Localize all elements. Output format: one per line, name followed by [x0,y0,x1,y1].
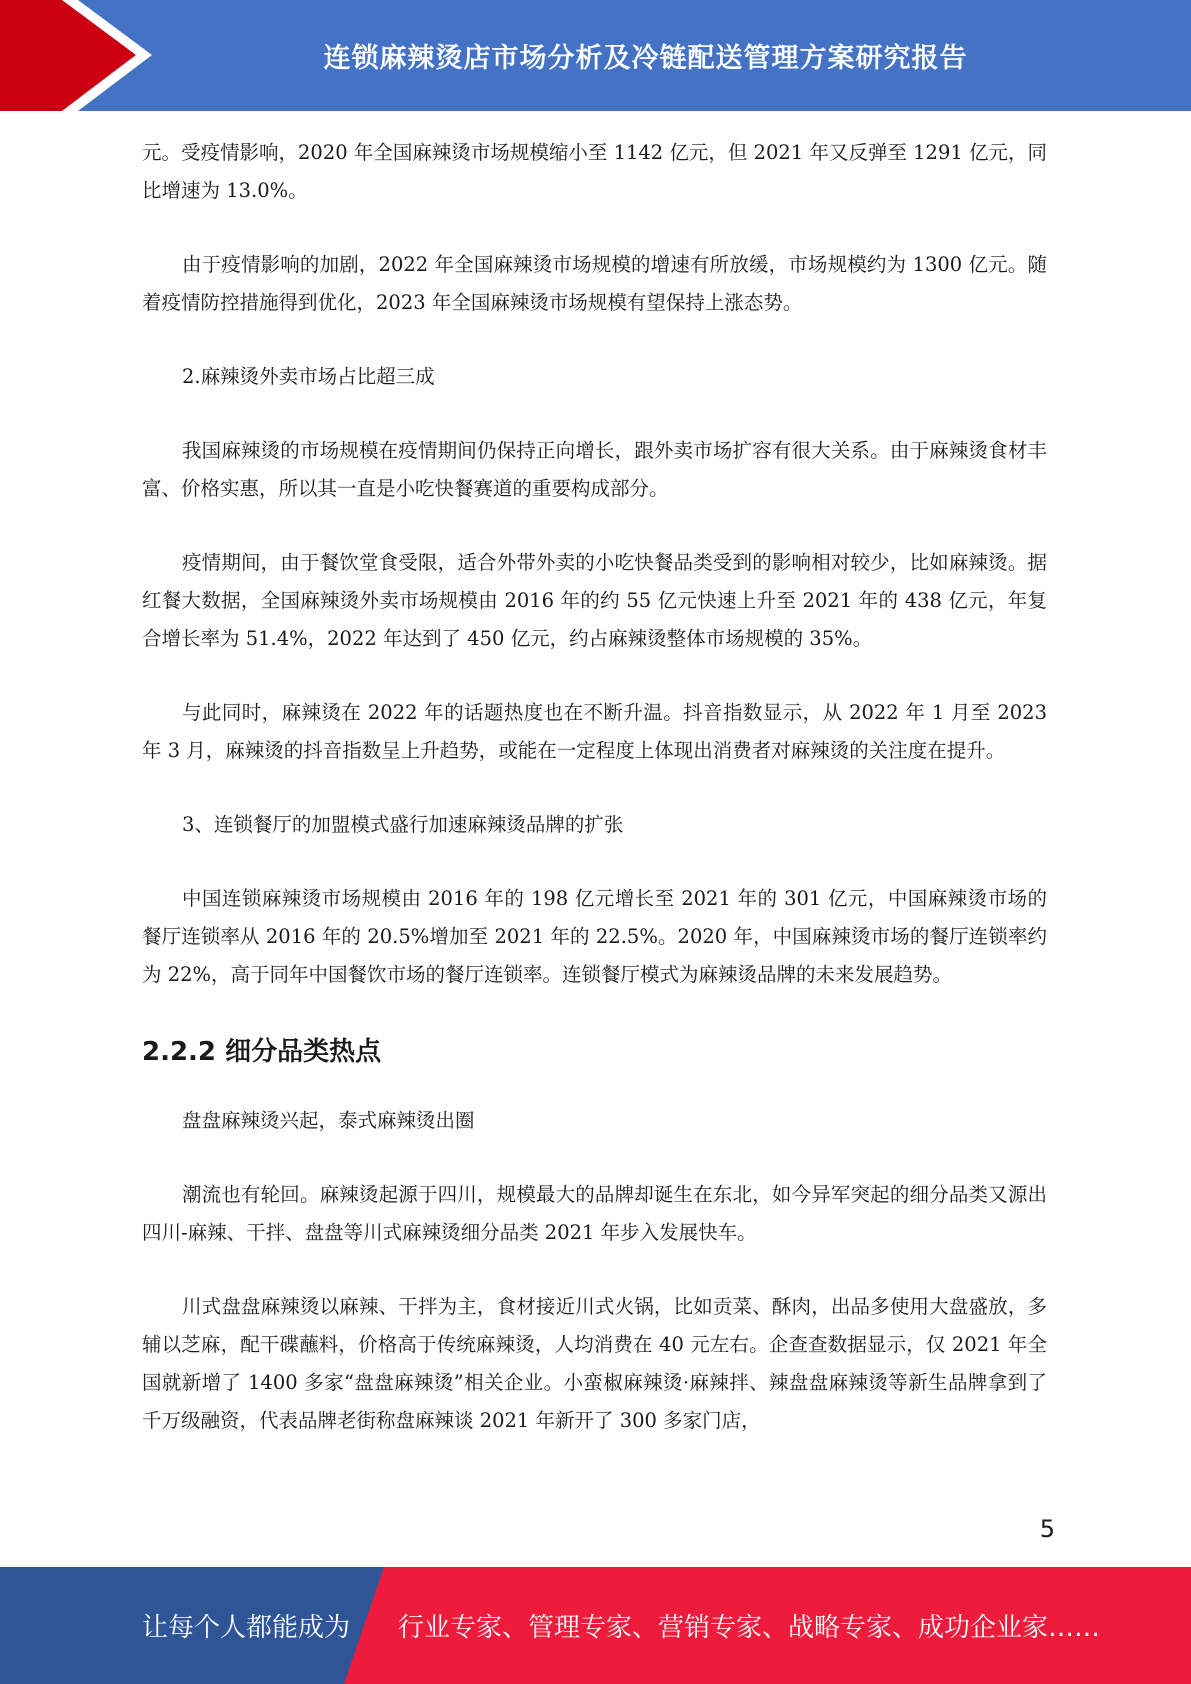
paragraph: 潮流也有轮回。麻辣烫起源于四川，规模最大的品牌却诞生在东北，如今异军突起的细分品类又源出四川-麻辣、干拌、盘盘等川式麻辣烫细分品类 2021 年步入发展快车。 [142,1183,1047,1244]
page-number: 5 [1039,1515,1055,1543]
subsection-heading: 2.麻辣烫外卖市场占比超三成 [182,365,435,388]
paragraph: 与此同时，麻辣烫在 2022 年的话题热度也在不断升温。抖音指数显示，从 2022 年 1 月至 2023 年 3 月，麻辣烫的抖音指数呈上升趋势，或能在一定程度上体现出消费者对麻辣烫的关注度在提升。 [142,701,1047,762]
paragraph: 川式盘盘麻辣烫以麻辣、干拌为主，食材接近川式火锅，比如贡菜、酥肉，出品多使用大盘盛放，多辅以芝麻，配干碟蘸料，价格高于传统麻辣烫，人均消费在 40 元左右。企查查数据显示，仅 2021 年全国就新增了 1400 多家“盘盘麻辣烫”相关企业。小蛮椒麻辣烫·麻辣拌、辣盘盘麻辣烫等新生品牌拿到了千万级融资，代表品牌老街称盘麻辣谈 2021 年新开了 300 多家门店， [142,1295,1047,1432]
paragraph: 我国麻辣烫的市场规模在疫情期间仍保持正向增长，跟外卖市场扩容有很大关系。由于麻辣烫食材丰富、价格实惠，所以其一直是小吃快餐赛道的重要构成部分。 [142,439,1047,500]
document-body [142,134,1047,1476]
footer-slogan-right: 行业专家、管理专家、营销专家、战略专家、成功企业家…… [398,1613,1101,1643]
paragraph: 疫情期间，由于餐饮堂食受限，适合外带外卖的小吃快餐品类受到的影响相对较少，比如麻辣烫。据红餐大数据，全国麻辣烫外卖市场规模由 2016 年的约 55 亿元快速上升至 2021 年的 438 亿元，年复合增长率为 51.4%，2022 年达到了 450 亿元，约占麻辣烫整体市场规模的 35%。 [142,551,1047,650]
report-title: 连锁麻辣烫店市场分析及冷链配送管理方案研究报告 [323,43,968,74]
subsection-heading: 盘盘麻辣烫兴起，泰式麻辣烫出圈 [182,1109,475,1132]
page-header [0,0,1191,111]
paragraph: 中国连锁麻辣烫市场规模由 2016 年的 198 亿元增长至 2021 年的 301 亿元，中国麻辣烫市场的餐厅连锁率从 2016 年的 20.5%增加至 2021 年的 22.5%。2020 年，中国麻辣烫市场的餐厅连锁率约为 22%，高于同年中国餐饮市场的餐厅连锁率。连锁餐厅模式为麻辣烫品牌的未来发展趋势。 [142,887,1047,986]
page-footer [0,1567,1191,1684]
section-heading: 2.2.2 细分品类热点 [142,1037,382,1067]
footer-slogan-left: 让每个人都能成为 [142,1613,351,1643]
paragraph: 由于疫情影响的加剧，2022 年全国麻辣烫市场规模的增速有所放缓，市场规模约为 1300 亿元。随着疫情防控措施得到优化，2023 年全国麻辣烫市场规模有望保持上涨态势。 [142,253,1047,314]
subsection-heading: 3、连锁餐厅的加盟模式盛行加速麻辣烫品牌的扩张 [182,813,624,836]
paragraph: 元。受疫情影响，2020 年全国麻辣烫市场规模缩小至 1142 亿元，但 2021 年又反弹至 1291 亿元，同比增速为 13.0%。 [142,141,1047,202]
